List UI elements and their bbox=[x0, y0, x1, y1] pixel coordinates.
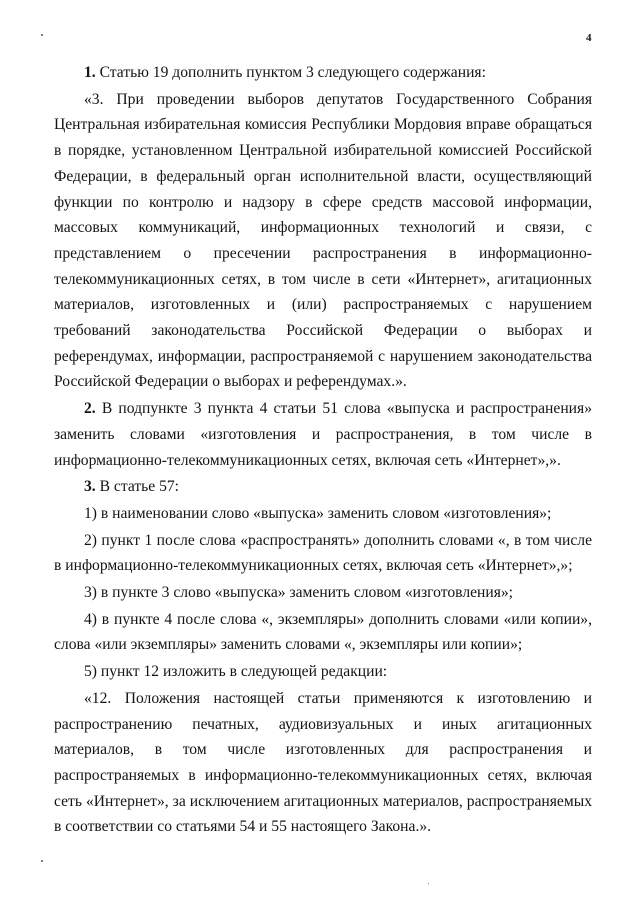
paragraph-quoted-item-12 bbox=[54, 686, 592, 840]
paragraph-text: «12. Положения настоящей статьи применяются к изготовлению и распространению печатных, аудиовизуальных и иных агитационных материалов, в том числе изготовленных для распространения и распространяемых в информационно-телекоммуникационных сетях, включая сеть «Интернет», за исключением агитационных материалов, распространяемых в соответствии со статьями 54 и 55 настоящего Закона.». bbox=[54, 689, 592, 836]
paragraph-text: 2) пункт 1 после слова «распространять» дополнить словами «, в том числе в информационно-телекоммуникационных сетях, включая сеть «Интернет»,»; bbox=[54, 531, 592, 575]
paragraph-text: Статью 19 дополнить пунктом 3 следующего содержания: bbox=[95, 64, 486, 81]
paragraph-text: 1) в наименовании слово «выпуска» заменить словом «изготовления»; bbox=[84, 504, 552, 522]
paragraph-article-57 bbox=[54, 474, 592, 500]
paragraph-text: «3. При проведении выборов депутатов Государственного Собрания Центральная избирательная комиссия Республики Мордовия вправе обращаться в порядке, установленном Центральной избирательной комиссией Российской Федерации, в федеральный орган исполнительной власти, осуществляющий функции по контролю и надзору в сфере средств массовой информации, массовых коммуникаций, информационных технологий и связи, с представлением о пресечении распространения в информационно-телекоммуникационных сетях, в том числе в сети «Интернет», агитационных материалов, изготовленных и (или) распространяемых с нарушением требований законодательства Российской Федерации о выборах и референдумах, информации, распространяемой с нарушением законодательства Российской Федерации о выборах и референдумах.». bbox=[54, 90, 592, 391]
paragraph-article-51 bbox=[54, 396, 592, 473]
paragraph-number: 3. bbox=[84, 478, 96, 496]
scan-speck bbox=[41, 860, 43, 862]
scan-speck bbox=[428, 883, 429, 884]
paragraph-text: В подпункте 3 пункта 4 статьи 51 слова «выпуска и распространения» заменить словами «изготовления и распространения, в том числе в информационно-телекоммуникационных сетях, включая сеть «Интернет»,». bbox=[54, 400, 592, 469]
scan-speck bbox=[41, 34, 43, 36]
paragraph-number: 1. bbox=[84, 64, 96, 81]
paragraph-text: 3) в пункте 3 слово «выпуска» заменить словом «изготовления»; bbox=[84, 584, 514, 602]
paragraph-quoted-item-3 bbox=[54, 87, 592, 395]
list-item-3 bbox=[54, 580, 592, 606]
paragraph-text: В статье 57: bbox=[95, 478, 180, 496]
paragraph-article-19 bbox=[54, 60, 592, 86]
list-item-1 bbox=[54, 501, 592, 527]
list-item-4 bbox=[54, 607, 592, 658]
document-body bbox=[54, 60, 592, 840]
paragraph-number: 2. bbox=[84, 400, 96, 418]
list-item-2 bbox=[54, 528, 592, 579]
list-item-5 bbox=[54, 659, 592, 685]
paragraph-text: 5) пункт 12 изложить в следующей редакции: bbox=[84, 663, 388, 681]
page-number: 4 bbox=[586, 32, 592, 44]
paragraph-text: 4) в пункте 4 после слова «, экземпляры» дополнить словами «или копии», слова «или экземпляры» заменить словами «, экземпляры или копии»; bbox=[54, 610, 592, 654]
